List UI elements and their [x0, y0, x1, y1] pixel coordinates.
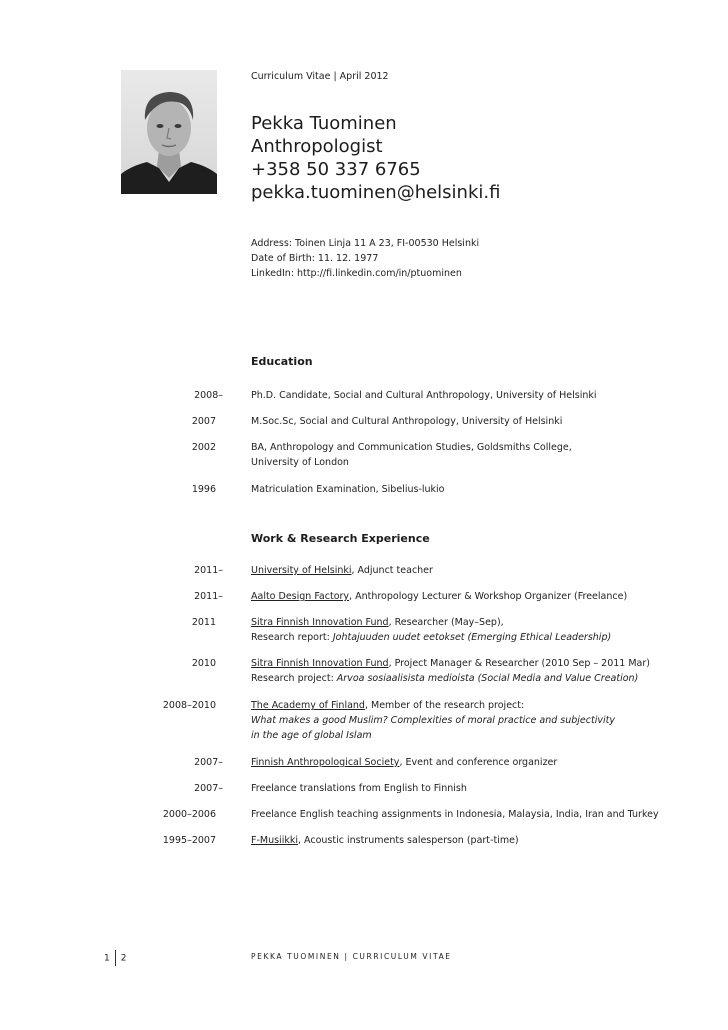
entry-description: Matriculation Examination, Sibelius-lukio	[251, 484, 445, 495]
entry-line: University of London	[251, 457, 349, 468]
entry-year: 2008–	[194, 390, 223, 401]
entry-year: 2008–2010	[162, 700, 216, 711]
address-line: Address: Toinen Linja 11 A 23, FI-00530 Helsinki	[251, 238, 480, 249]
entry-description	[251, 615, 711, 645]
linkedin-line: LinkedIn: http://fi.linkedin.com/in/ptuominen	[251, 268, 462, 279]
profession: Anthropologist	[251, 136, 383, 157]
date-of-birth-line: Date of Birth: 11. 12. 1977	[251, 253, 379, 264]
entry-description	[251, 656, 711, 686]
organization-link[interactable]: Sitra Finnish Innovation Fund	[251, 658, 389, 669]
entry-role: , Project Manager & Researcher (2010 Sep – 2011 Mar)	[388, 658, 650, 669]
identity-block	[251, 112, 500, 204]
organization-link[interactable]: Sitra Finnish Innovation Fund	[251, 617, 389, 628]
page-indicator	[104, 950, 126, 966]
current-page: 1	[104, 953, 110, 964]
entry-label: Research report:	[251, 632, 333, 643]
entry-role: , Member of the research project:	[364, 700, 525, 711]
portrait-image-icon	[121, 70, 217, 194]
entry-description	[251, 440, 711, 470]
entry-year: 2007–	[194, 757, 223, 768]
entry-line	[251, 656, 711, 671]
entry-line	[251, 728, 711, 743]
education-heading: Education	[251, 355, 313, 368]
entry-project-title: in the age of global Islam	[251, 730, 372, 741]
entry-role: , Anthropology Lecturer & Workshop Organizer (Freelance)	[349, 591, 628, 602]
organization-link[interactable]: Finnish Anthropological Society	[251, 757, 400, 768]
entry-description	[251, 589, 711, 604]
entry-year: 1995–2007	[162, 835, 216, 846]
document-header: Curriculum Vitae | April 2012	[251, 71, 389, 82]
entry-line	[251, 630, 711, 645]
contact-details	[251, 236, 479, 281]
entry-year: 2011–	[194, 591, 223, 602]
organization-link[interactable]: Aalto Design Factory	[251, 591, 350, 602]
entry-description: Freelance translations from English to Finnish	[251, 783, 467, 794]
entry-role: , Acoustic instruments salesperson (part-time)	[297, 835, 519, 846]
entry-publication: Johtajuuden uudet eetokset (Emerging Ethical Leadership)	[332, 632, 612, 643]
entry-role: , Adjunct teacher	[351, 565, 433, 576]
experience-heading: Work & Research Experience	[251, 532, 430, 545]
entry-line: BA, Anthropology and Communication Studies, Goldsmiths College,	[251, 442, 572, 453]
email-address: pekka.tuominen@helsinki.fi	[251, 182, 501, 203]
entry-description: M.Soc.Sc, Social and Cultural Anthropology, University of Helsinki	[251, 416, 563, 427]
entry-line	[251, 713, 711, 728]
entry-label: Research project:	[251, 673, 337, 684]
entry-description: Ph.D. Candidate, Social and Cultural Anthropology, University of Helsinki	[251, 390, 597, 401]
entry-year: 2011–	[194, 565, 223, 576]
organization-link[interactable]: F-Musiikki	[251, 835, 298, 846]
entry-year: 2007–	[194, 783, 223, 794]
entry-line	[251, 671, 711, 686]
entry-year: 2000–2006	[162, 809, 216, 820]
entry-publication: Arvoa sosiaalisista medioista (Social Media and Value Creation)	[336, 673, 639, 684]
portrait-photo	[121, 70, 217, 194]
organization-link[interactable]: University of Helsinki	[251, 565, 352, 576]
total-pages: 2	[120, 953, 127, 964]
person-name: Pekka Tuominen	[251, 113, 397, 134]
entry-description: Freelance English teaching assignments in Indonesia, Malaysia, India, Iran and Turkey	[251, 809, 659, 820]
entry-description	[251, 755, 711, 770]
entry-year: 2007	[191, 416, 216, 427]
entry-role: , Event and conference organizer	[399, 757, 558, 768]
entry-year: 2002	[191, 442, 216, 453]
entry-description	[251, 698, 711, 743]
entry-year: 2010	[191, 658, 216, 669]
entry-role: , Researcher (May–Sep),	[388, 617, 504, 628]
entry-line	[251, 615, 711, 630]
page-divider	[115, 950, 116, 966]
entry-line	[251, 698, 711, 713]
entry-year: 2011	[191, 617, 216, 628]
entry-year: 1996	[191, 484, 216, 495]
footer-title: PEKKA TUOMINEN | CURRICULUM VITAE	[251, 952, 452, 961]
phone-number: +358 50 337 6765	[251, 159, 421, 180]
entry-project-title: What makes a good Muslim? Complexities of moral practice and subjectivity	[251, 715, 615, 726]
organization-link[interactable]: The Academy of Finland	[251, 700, 365, 711]
entry-description	[251, 833, 711, 848]
entry-description	[251, 563, 711, 578]
